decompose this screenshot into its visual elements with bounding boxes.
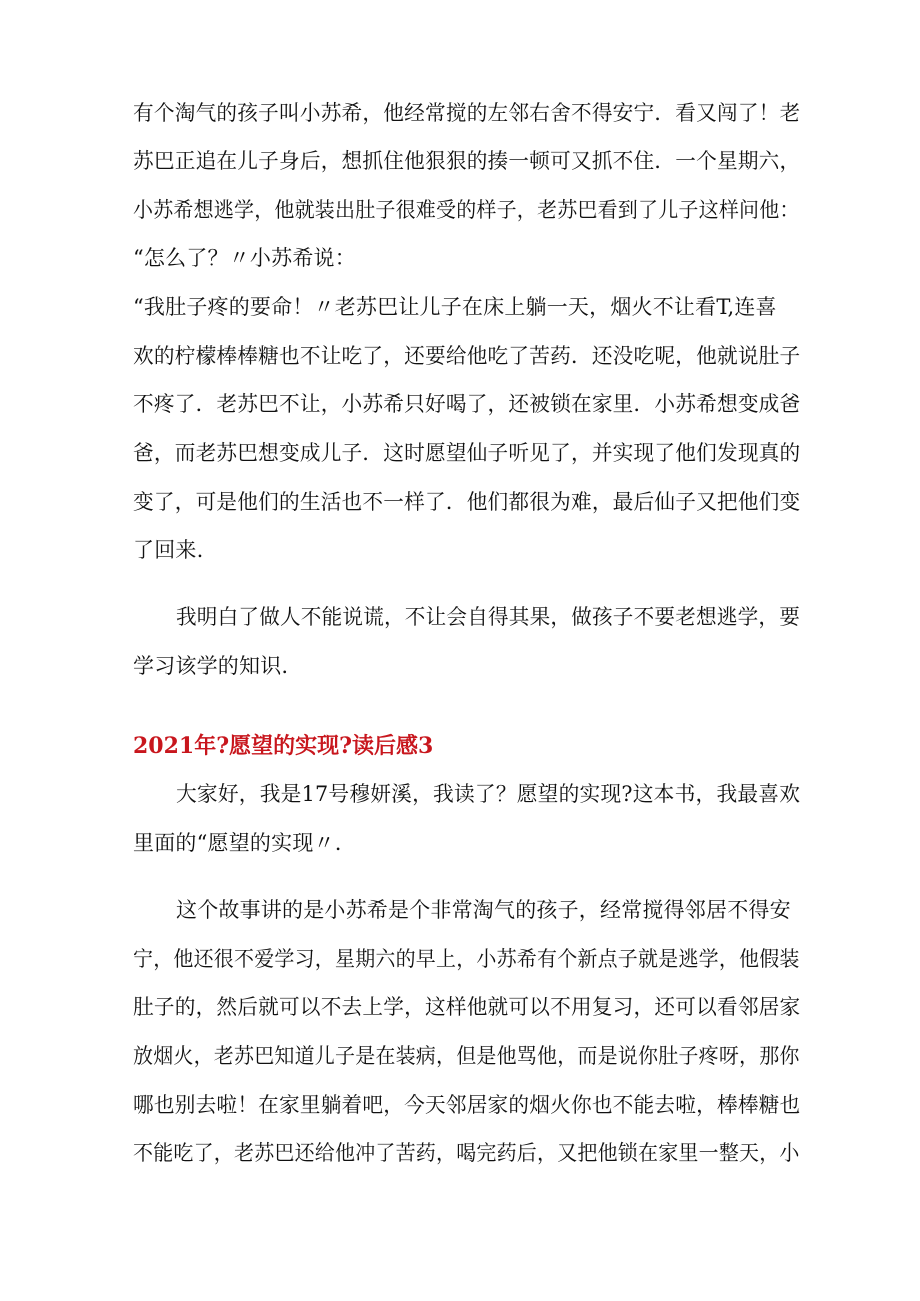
- text-line: 大家好，我是17号穆妍溪，我读了？愿望的实现?这本书，我最喜欢: [176, 782, 801, 806]
- text-line: 哪也别去啦！在家里躺着吧，今天邻居家的烟火你也不能去啦，棒棒糖也: [133, 1093, 801, 1117]
- text-line: 放烟火，老苏巴知道儿子是在装病，但是他骂他，而是说你肚子疼呀，那你: [133, 1044, 800, 1068]
- text-line: 宁，他还很不爱学习，星期六的早上，小苏希有个新点子就是逃学，他假装: [133, 947, 800, 971]
- text-line: 肚子的，然后就可以不去上学，这样他就可以不用复习，还可以看邻居家: [133, 995, 801, 1019]
- text-line: 变了，可是他们的生活也不一样了．他们都很为难，最后仙子又把他们变: [133, 490, 801, 514]
- section-heading: 2021年?愿望的实现?读后感3: [133, 733, 434, 759]
- text-line: 爸，而老苏巴想变成儿子．这时愿望仙子听见了，并实现了他们发现真的: [133, 441, 801, 465]
- text-line: “我肚子疼的要命！〃老苏巴让儿子在床上躺一天，烟火不让看T,连喜: [133, 295, 777, 319]
- text-line: 我明白了做人不能说谎，不让会自得其果，做孩子不要老想逃学，要: [176, 605, 800, 629]
- text-line: 不能吃了，老苏巴还给他冲了苦药，喝完药后，又把他锁在家里一整天，小: [133, 1141, 800, 1165]
- text-line: 欢的柠檬棒棒糖也不让吃了，还要给他吃了苦药．还没吃呢，他就说肚子: [133, 344, 801, 368]
- text-line: 苏巴正追在儿子身后，想抓住他狠狠的揍一顿可又抓不住．一个星期六，: [133, 149, 801, 173]
- text-line: 了回来.: [133, 538, 204, 562]
- text-line: 有个淘气的孩子叫小苏希，他经常搅的左邻右舍不得安宁．看又闯了！老: [133, 101, 801, 125]
- text-line: 里面的“愿望的实现〃.: [133, 831, 342, 855]
- text-line: 不疼了．老苏巴不让，小苏希只好喝了，还被锁在家里．小苏希想变成爸: [133, 392, 801, 416]
- text-line: 学习该学的知识.: [133, 654, 289, 678]
- text-line: 这个故事讲的是小苏希是个非常淘气的孩子，经常搅得邻居不得安: [176, 898, 791, 922]
- text-line: “怎么了？〃小苏希说：: [133, 246, 356, 270]
- text-line: 小苏希想逃学，他就装出肚子很难受的样子，老苏巴看到了儿子这样问他：: [133, 198, 800, 222]
